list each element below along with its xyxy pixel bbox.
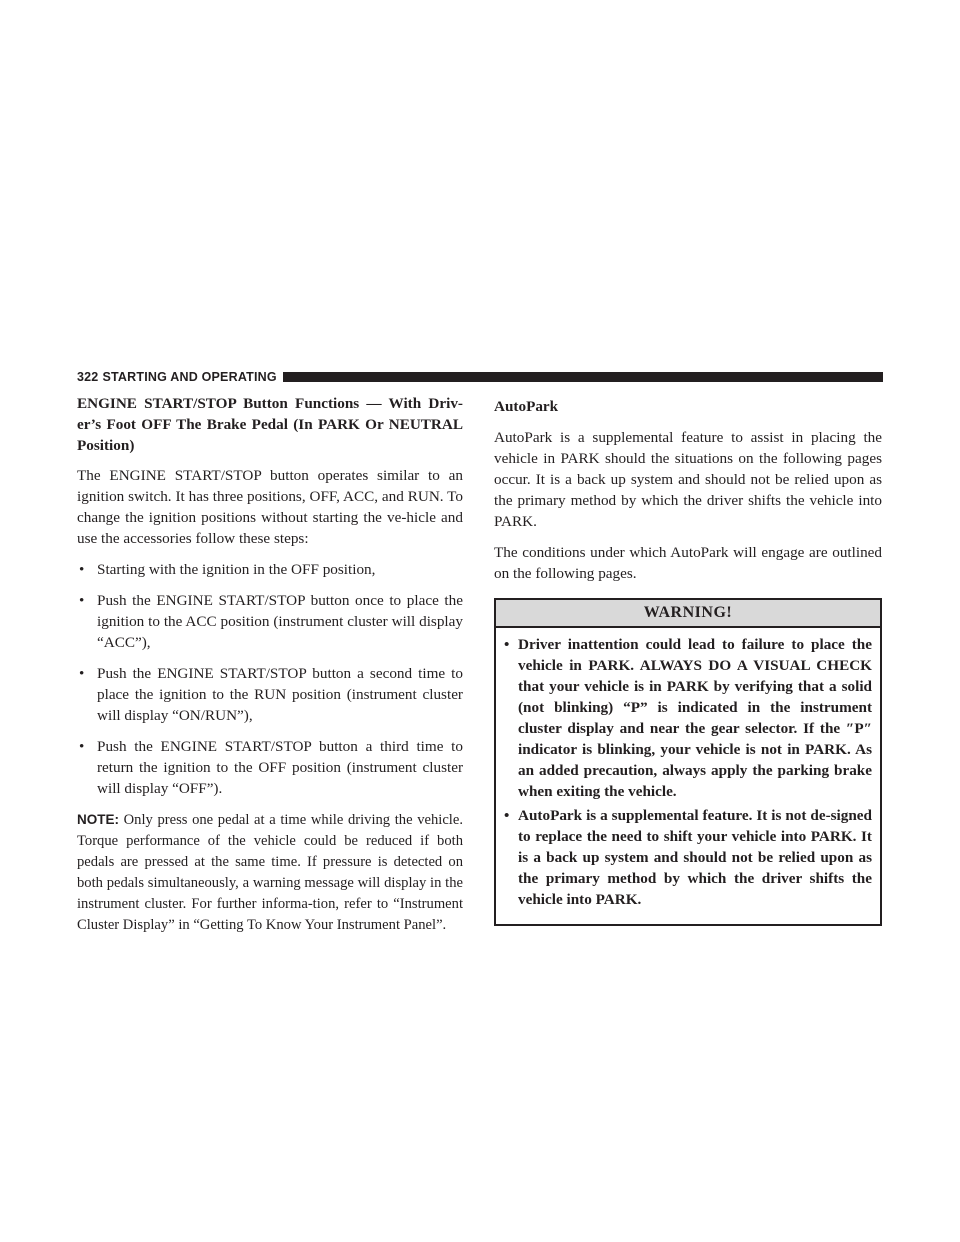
section-title: STARTING AND OPERATING: [102, 370, 277, 384]
intro-paragraph: The ENGINE START/STOP button operates similar to an ignition switch. It has three positions, OFF, ACC, and RUN. To change the ignition positions without starting the ve-hicle and use the accessories follow these steps:: [77, 467, 463, 547]
autopark-paragraph: AutoPark is a supplemental feature to assist in placing the vehicle in PARK should the situations on the following pages occur. It is a back up system and should not be relied upon as the primary method by which the driver shifts the vehicle into PARK.: [494, 429, 882, 530]
warning-box: [494, 598, 882, 926]
warning-item: • AutoPark is a supplemental feature. It is not de-signed to replace the need to shift your vehicle into PARK. It is a back up system and should not be relied upon as the primary method by which the driver shifts the vehicle into PARK.: [504, 805, 872, 910]
list-item: • Push the ENGINE START/STOP button a third time to return the ignition to the OFF position (instrument cluster will display “OFF”).: [77, 736, 463, 799]
note-text: Only press one pedal at a time while driving the vehicle. Torque performance of the vehicle could be reduced if both pedals are pressed at the same time. If pressure is detected on both pedals simultaneously, a warning message will display in the instrument cluster. For further informa-tion, refer to “Instrument Cluster Display” in “Getting To Know Your Instrument Panel”.: [77, 812, 463, 933]
header-rule: [283, 372, 883, 382]
note-label: NOTE:: [77, 812, 119, 827]
page-number: 322: [77, 370, 99, 384]
warning-body: [496, 628, 880, 924]
section-heading: ENGINE START/STOP Button Functions — With Driv-er’s Foot OFF The Brake Pedal (In PARK Or NEUTRAL Position): [77, 395, 463, 454]
autopark-heading: AutoPark: [494, 398, 559, 415]
list-item: • Push the ENGINE START/STOP button once to place the ignition to the ACC position (instrument cluster will display “ACC”),: [77, 590, 463, 653]
list-item: • Starting with the ignition in the OFF position,: [77, 559, 463, 580]
warning-item: • Driver inattention could lead to failure to place the vehicle in PARK. ALWAYS DO A VISUAL CHECK that your vehicle is in PARK by verifying that a solid (not blinking) “P” is indicated in the instrument cluster display and near the gear selector. If the ″P″ indicator is blinking, your vehicle is not in PARK. As an added precaution, always apply the parking brake when exiting the vehicle.: [504, 634, 872, 802]
page-header: [77, 369, 883, 385]
conditions-paragraph: The conditions under which AutoPark will engage are outlined on the following pages.: [494, 544, 882, 582]
warning-title: WARNING!: [496, 600, 880, 628]
warning-list: [504, 634, 872, 910]
list-item: • Push the ENGINE START/STOP button a second time to place the ignition to the RUN position (instrument cluster will display “ON/RUN”),: [77, 663, 463, 726]
steps-list: [77, 559, 463, 799]
note-paragraph: [77, 809, 463, 936]
left-column: [77, 393, 463, 946]
right-column: [494, 393, 882, 926]
